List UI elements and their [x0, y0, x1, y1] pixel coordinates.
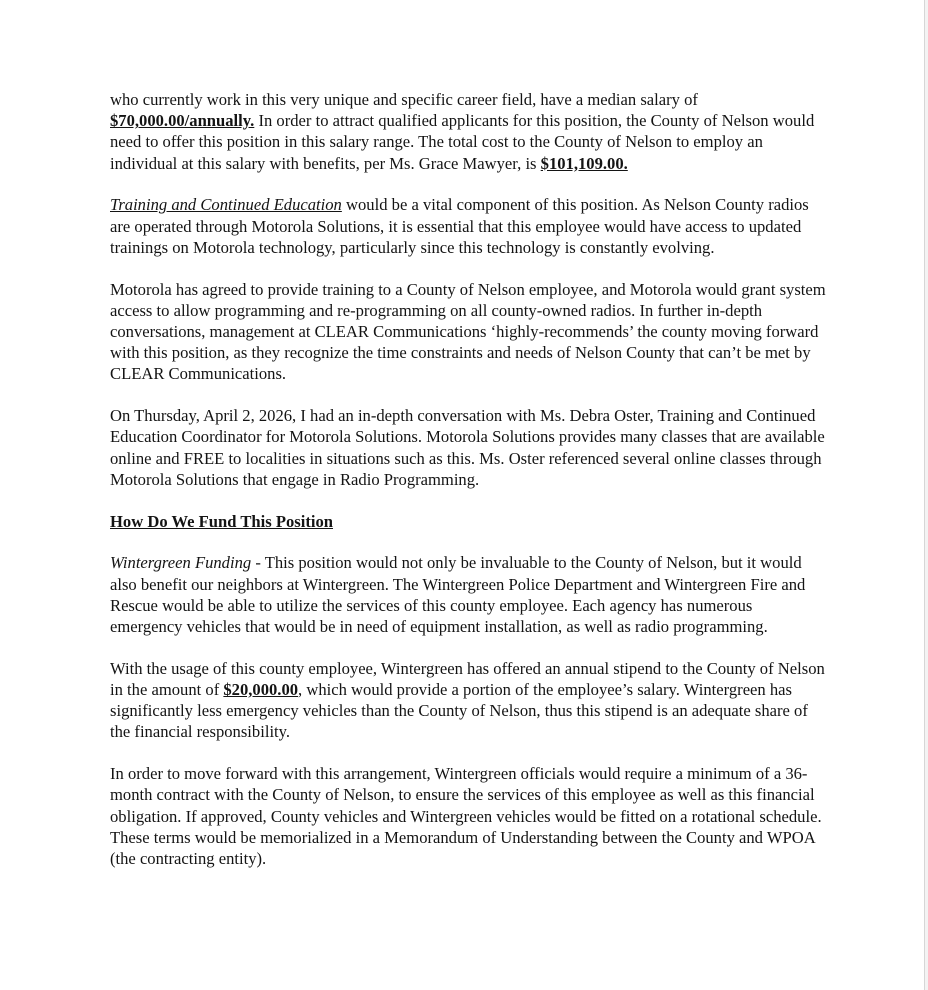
wintergreen-paragraph	[110, 552, 826, 637]
total-cost-value: $101,109.00.	[540, 153, 628, 173]
salary-text-cont: In order to attract qualified applicants for this position, the County of Nelson would need to offer this position in this salary range. The total cost to the County of Nelson to employ an individual at this salary with benefits, per Ms. Grace Mawyer, is	[110, 111, 815, 173]
salary-text: who currently work in this very unique and specific career field, have a median salary of	[110, 90, 698, 109]
stipend-text-cont: , which would provide a portion of the employee’s salary. Wintergreen has significantly less emergency vehicles than the County of Nelson, thus this stipend is an adequate share of the financial responsibility.	[110, 680, 808, 742]
conversation-paragraph: On Thursday, April 2, 2026, I had an in-depth conversation with Ms. Debra Oster, Training and Continued Education Coordinator for Motorola Solutions. Motorola Solutions provides many classes that are available online and FREE to localities in situations such as this. Ms. Oster referenced several online classes through Motorola Solutions that engage in Radio Programming.	[110, 406, 825, 489]
document-body	[110, 89, 826, 890]
funding-heading: How Do We Fund This Position	[110, 511, 334, 531]
stipend-amount: $20,000.00	[223, 680, 299, 700]
training-paragraph	[110, 194, 826, 258]
wintergreen-subheading: Wintergreen Funding	[110, 553, 252, 573]
salary-paragraph	[110, 89, 826, 174]
stipend-text: With the usage of this county employee, Wintergreen has offered an annual stipend to the County of Nelson in the amount of	[110, 658, 825, 700]
wintergreen-text: - This position would not only be invaluable to the County of Nelson, but it would also benefit our neighbors at Wintergreen. The Wintergreen Police Department and Wintergreen Fire and Rescue would be able to utilize the services of this county employee. Each agency has numerous emergency vehicles that would be in need of equipment installation, as well as radio programming.	[110, 553, 806, 637]
contract-paragraph: In order to move forward with this arrangement, Wintergreen officials would require a minimum of a 36-month contract with the County of Nelson, to ensure the services of this employee as well as this financial obligation. If approved, County vehicles and Wintergreen vehicles would be fitted on a rotational schedule. These terms would be memorialized in a Memorandum of Understanding between the County and WPOA (the contracting entity).	[110, 764, 822, 869]
motorola-paragraph: Motorola has agreed to provide training to a County of Nelson employee, and Motorola would grant system access to allow programming and re-programming on all county-owned radios. In further in-depth conversations, management at CLEAR Communications ‘highly-recommends’ the county moving forward with this position, as they recognize the time constraints and needs of Nelson County that can’t be met by CLEAR Communications.	[110, 279, 826, 384]
training-text: would be a vital component of this position. As Nelson County radios are operated through Motorola Solutions, it is essential that this employee would have access to updated trainings on Motorola technology, particularly since this technology is constantly evolving.	[110, 195, 809, 257]
training-subheading: Training and Continued Education	[110, 195, 342, 215]
stipend-paragraph	[110, 658, 826, 743]
median-salary-value: $70,000.00/annually.	[110, 111, 255, 131]
